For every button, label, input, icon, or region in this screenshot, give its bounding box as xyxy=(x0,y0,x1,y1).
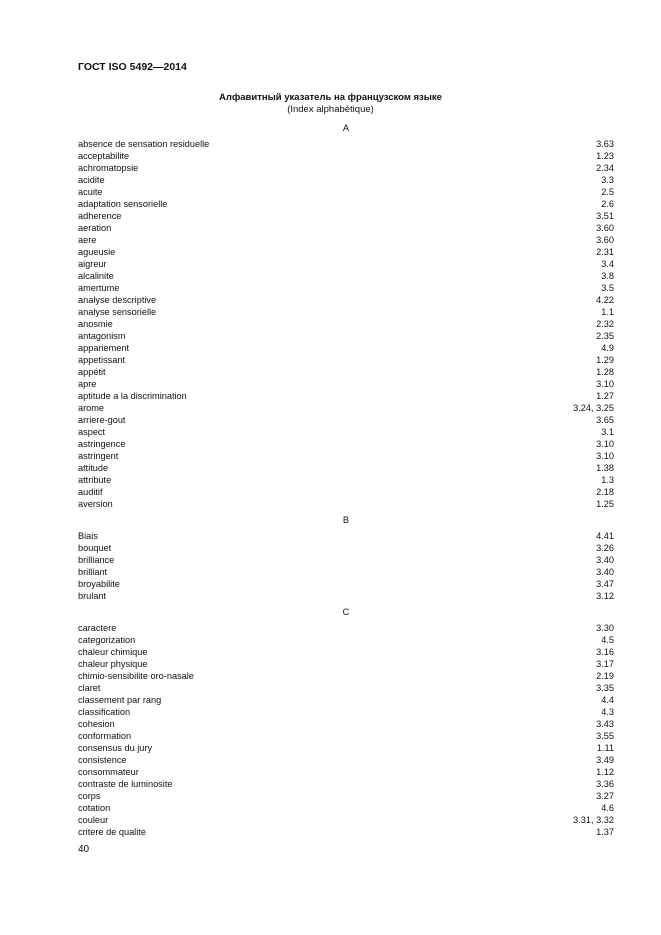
entry-reference: 2.19 xyxy=(596,671,614,681)
entry-term: conformation xyxy=(78,731,132,741)
entry-reference: 1.12 xyxy=(596,767,614,777)
index-entry xyxy=(78,554,614,566)
entry-reference: 4.22 xyxy=(596,295,614,305)
index-entry xyxy=(78,566,614,578)
index-entry xyxy=(78,438,614,450)
entry-term: analyse sensorielle xyxy=(78,307,157,317)
index-section xyxy=(78,122,614,510)
entry-term: consistence xyxy=(78,755,127,765)
entry-term: categorization xyxy=(78,635,136,645)
entry-reference: 4.41 xyxy=(596,531,614,541)
entry-reference: 4.4 xyxy=(601,695,614,705)
section-letter: B xyxy=(342,515,350,525)
index-entry xyxy=(78,174,614,186)
entry-term: adaptation sensorielle xyxy=(78,199,168,209)
index-entry xyxy=(78,198,614,210)
index-entry xyxy=(78,486,614,498)
entry-term: arome xyxy=(78,403,105,413)
index-entry xyxy=(78,814,614,826)
index-entry xyxy=(78,742,614,754)
entry-term: caractere xyxy=(78,623,117,633)
entry-term: aere xyxy=(78,235,97,245)
entry-reference: 4.3 xyxy=(601,707,614,717)
index-section xyxy=(78,514,614,602)
entry-reference: 2.6 xyxy=(601,199,614,209)
entry-term: aversion xyxy=(78,499,113,509)
entry-term: aspect xyxy=(78,427,106,437)
index-entry xyxy=(78,646,614,658)
entry-reference: 3.49 xyxy=(596,755,614,765)
entry-term: cotation xyxy=(78,803,111,813)
entry-reference: 3.17 xyxy=(596,659,614,669)
entry-term: broyabilite xyxy=(78,579,120,589)
entry-reference: 3.16 xyxy=(596,647,614,657)
index-subtitle: (Index alphabétique) xyxy=(287,104,374,115)
index-entry xyxy=(78,210,614,222)
index-entry xyxy=(78,730,614,742)
index-entry xyxy=(78,354,614,366)
index-section xyxy=(78,606,614,838)
index-entry xyxy=(78,670,614,682)
index-entry xyxy=(78,234,614,246)
entry-term: amertume xyxy=(78,283,120,293)
entry-reference: 4.9 xyxy=(601,343,614,353)
entry-term: arriere-gout xyxy=(78,415,126,425)
index-entry xyxy=(78,682,614,694)
entry-term: anosmie xyxy=(78,319,113,329)
entry-reference: 3.51 xyxy=(596,211,614,221)
entry-term: achromatopsie xyxy=(78,163,139,173)
entry-reference: 2.35 xyxy=(596,331,614,341)
entry-term: appétit xyxy=(78,367,106,377)
index-entry xyxy=(78,474,614,486)
entry-reference: 2.18 xyxy=(596,487,614,497)
entry-reference: 3.12 xyxy=(596,591,614,601)
entry-reference: 3.27 xyxy=(596,791,614,801)
index-entry xyxy=(78,706,614,718)
index-entry xyxy=(78,294,614,306)
entry-reference: 3.5 xyxy=(601,283,614,293)
index-entry xyxy=(78,138,614,150)
entry-reference: 1.28 xyxy=(596,367,614,377)
entry-term: claret xyxy=(78,683,101,693)
index-entry xyxy=(78,426,614,438)
entry-reference: 3.4 xyxy=(601,259,614,269)
index-entry xyxy=(78,402,614,414)
entry-term: acuite xyxy=(78,187,103,197)
index-entry xyxy=(78,498,614,510)
index-entry xyxy=(78,778,614,790)
entry-term: auditif xyxy=(78,487,103,497)
entry-reference: 3.60 xyxy=(596,223,614,233)
index-entry xyxy=(78,766,614,778)
index-entry xyxy=(78,246,614,258)
index-entry xyxy=(78,634,614,646)
entry-reference: 1.27 xyxy=(596,391,614,401)
index-entry xyxy=(78,718,614,730)
entry-reference: 2.32 xyxy=(596,319,614,329)
entry-term: brulant xyxy=(78,591,107,601)
entry-term: Biais xyxy=(78,531,98,541)
entry-term: acceptabilite xyxy=(78,151,130,161)
entry-reference: 2.5 xyxy=(601,187,614,197)
entry-reference: 3.35 xyxy=(596,683,614,693)
entry-reference: 2.34 xyxy=(596,163,614,173)
entry-term: classification xyxy=(78,707,131,717)
entry-reference: 1.1 xyxy=(601,307,614,317)
entry-reference: 1.38 xyxy=(596,463,614,473)
entry-reference: 1.37 xyxy=(596,827,614,837)
entry-reference: 3.63 xyxy=(596,139,614,149)
entry-term: attribute xyxy=(78,475,112,485)
entry-term: bouquet xyxy=(78,543,112,553)
entry-term: cohesion xyxy=(78,719,115,729)
entry-term: consommateur xyxy=(78,767,139,777)
entry-term: astringence xyxy=(78,439,126,449)
index-entry xyxy=(78,462,614,474)
index-entry xyxy=(78,414,614,426)
index-entry xyxy=(78,162,614,174)
document-header: ГОСТ ISO 5492—2014 xyxy=(78,61,187,73)
entry-reference: 1.23 xyxy=(596,151,614,161)
entry-reference: 1.11 xyxy=(596,743,614,753)
entry-term: acidite xyxy=(78,175,105,185)
entry-reference: 3.47 xyxy=(596,579,614,589)
entry-reference: 3.43 xyxy=(596,719,614,729)
entry-term: appetissant xyxy=(78,355,125,365)
entry-term: critere de qualite xyxy=(78,827,146,837)
section-letter: A xyxy=(342,123,350,133)
entry-reference: 2.31 xyxy=(596,247,614,257)
entry-term: contraste de luminosite xyxy=(78,779,173,789)
entry-term: couleur xyxy=(78,815,109,825)
page-number: 40 xyxy=(78,844,90,855)
entry-term: absence de sensation residuelle xyxy=(78,139,210,149)
entry-term: apre xyxy=(78,379,97,389)
index-entry xyxy=(78,790,614,802)
index-entry xyxy=(78,390,614,402)
alphabetical-index xyxy=(78,122,614,838)
entry-term: corps xyxy=(78,791,101,801)
index-entry xyxy=(78,378,614,390)
entry-reference: 3.40 xyxy=(596,555,614,565)
entry-term: brilliance xyxy=(78,555,115,565)
entry-reference: 3.24, 3.25 xyxy=(573,403,614,413)
section-letter: C xyxy=(342,607,350,617)
entry-term: agueusie xyxy=(78,247,116,257)
entry-term: chimio-sensibilite oro-nasale xyxy=(78,671,194,681)
entry-term: consensus du jury xyxy=(78,743,153,753)
index-entry xyxy=(78,306,614,318)
entry-reference: 1.3 xyxy=(601,475,614,485)
index-entry xyxy=(78,186,614,198)
index-entry xyxy=(78,330,614,342)
entry-reference: 3.10 xyxy=(596,451,614,461)
entry-reference: 3.40 xyxy=(596,567,614,577)
index-entry xyxy=(78,270,614,282)
index-title: Алфавитный указатель на французском языке xyxy=(219,92,442,103)
index-entry xyxy=(78,802,614,814)
entry-reference: 4.5 xyxy=(601,635,614,645)
entry-reference: 4.6 xyxy=(601,803,614,813)
index-entry xyxy=(78,258,614,270)
entry-term: appariement xyxy=(78,343,130,353)
entry-term: chaleur chimique xyxy=(78,647,148,657)
index-entry xyxy=(78,754,614,766)
index-entry xyxy=(78,342,614,354)
entry-term: attitude xyxy=(78,463,109,473)
entry-term: antagonism xyxy=(78,331,126,341)
entry-reference: 3.36 xyxy=(596,779,614,789)
index-entry xyxy=(78,150,614,162)
index-entry xyxy=(78,222,614,234)
index-entry xyxy=(78,590,614,602)
entry-reference: 3.55 xyxy=(596,731,614,741)
entry-reference: 3.65 xyxy=(596,415,614,425)
index-entry xyxy=(78,578,614,590)
entry-reference: 3.8 xyxy=(601,271,614,281)
entry-reference: 1.25 xyxy=(596,499,614,509)
entry-term: alcalinite xyxy=(78,271,114,281)
index-entry xyxy=(78,318,614,330)
index-entry xyxy=(78,622,614,634)
index-entry xyxy=(78,366,614,378)
entry-term: chaleur physique xyxy=(78,659,148,669)
entry-term: analyse descriptive xyxy=(78,295,157,305)
entry-reference: 3.60 xyxy=(596,235,614,245)
entry-reference: 3.1 xyxy=(601,427,614,437)
entry-term: adherence xyxy=(78,211,122,221)
entry-term: aeration xyxy=(78,223,112,233)
entry-term: classement par rang xyxy=(78,695,162,705)
entry-reference: 3.30 xyxy=(596,623,614,633)
entry-term: astringent xyxy=(78,451,119,461)
index-entry xyxy=(78,694,614,706)
entry-term: aptitude a la discrimination xyxy=(78,391,187,401)
entry-reference: 3.31, 3.32 xyxy=(573,815,614,825)
index-entry xyxy=(78,658,614,670)
entry-term: aigreur xyxy=(78,259,107,269)
index-entry xyxy=(78,530,614,542)
entry-reference: 3.10 xyxy=(596,439,614,449)
entry-reference: 3.3 xyxy=(601,175,614,185)
entry-term: brilliant xyxy=(78,567,108,577)
entry-reference: 1.29 xyxy=(596,355,614,365)
entry-reference: 3.26 xyxy=(596,543,614,553)
index-entry xyxy=(78,282,614,294)
entry-reference: 3.10 xyxy=(596,379,614,389)
index-entry xyxy=(78,450,614,462)
index-entry xyxy=(78,826,614,838)
index-entry xyxy=(78,542,614,554)
